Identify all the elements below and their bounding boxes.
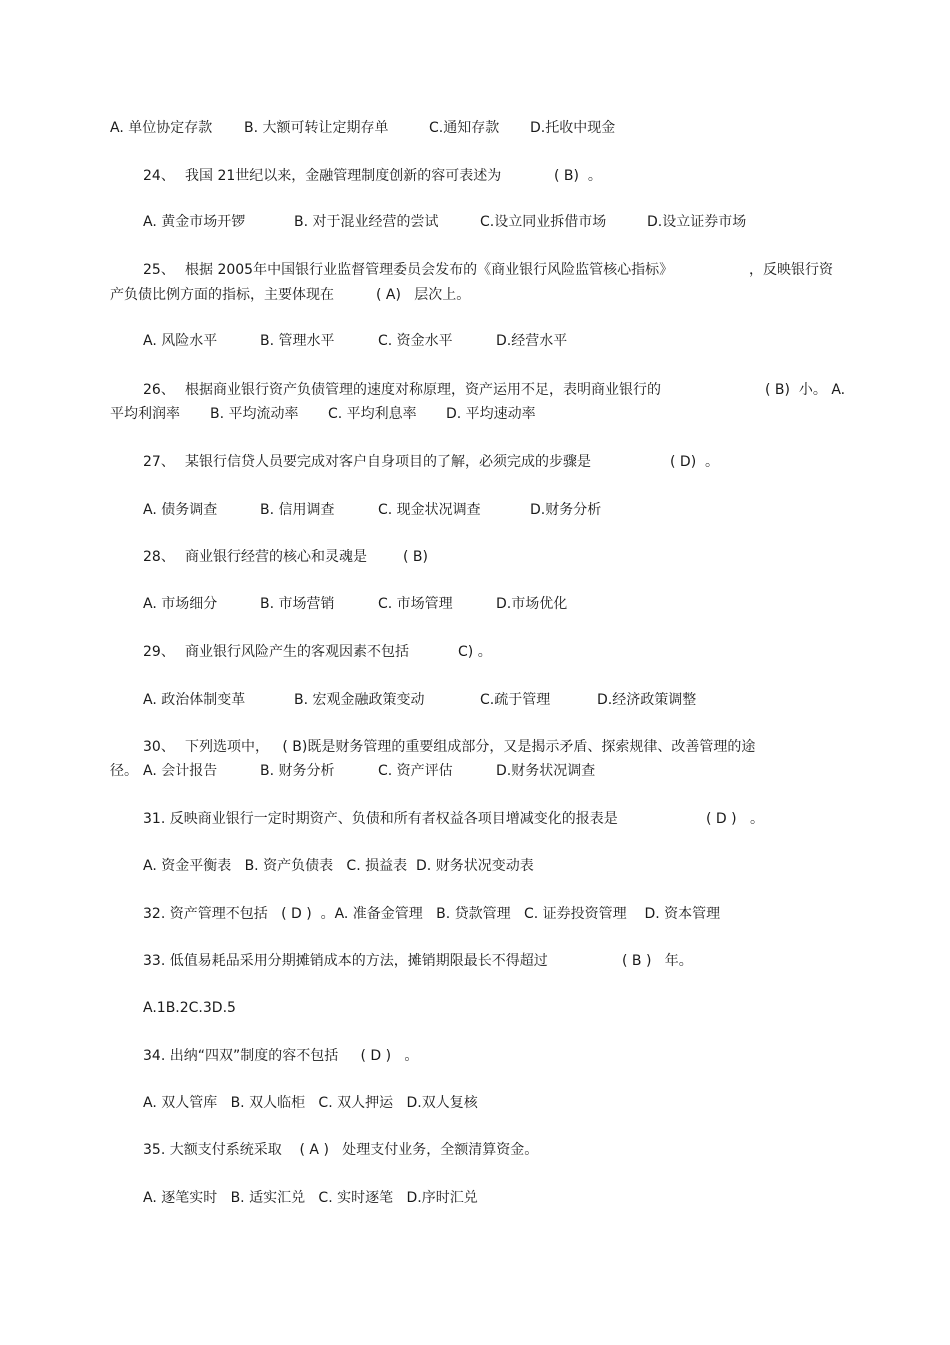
q29-option-d: D.经济政策调整 — [597, 692, 697, 708]
q29-option-a: A. 政治体制变革 — [143, 692, 246, 708]
q23-option-a: A. 单位协定存款 — [110, 120, 213, 136]
q25-number: 25、 — [143, 262, 175, 278]
q25-stem-line2: 产负债比例方面的指标，主要体现在 — [110, 287, 334, 303]
q26-option-c: C. 平均利息率 — [328, 406, 417, 422]
q29-option-b: B. 宏观金融政策变动 — [294, 692, 425, 708]
q30-option-d: D.财务状况调查 — [496, 763, 596, 779]
q26-option-a-tail: 平均利润率 — [110, 406, 180, 422]
q34-stem: 34. 出纳“四双”制度的容不包括 ( D ) 。 — [143, 1048, 419, 1064]
q33-options: A.1B.2C.3D.5 — [143, 1000, 236, 1016]
q28-stem: 商业银行经营的核心和灵魂是 — [185, 549, 367, 565]
q26-stem: 根据商业银行资产负债管理的速度对称原理，资产运用不足，表明商业银行的 — [185, 382, 661, 398]
q27-stem: 某银行信贷人员要完成对客户自身项目的了解，必须完成的步骤是 — [185, 454, 591, 470]
q30-option-c: C. 资产评估 — [378, 763, 453, 779]
q25-option-b: B. 管理水平 — [260, 333, 335, 349]
q24-option-b: B. 对于混业经营的尝试 — [294, 214, 439, 230]
q24-number: 24、 — [143, 168, 175, 184]
q27-option-a: A. 债务调查 — [143, 502, 218, 518]
q28-number: 28、 — [143, 549, 175, 565]
q24-option-a: A. 黄金市场开锣 — [143, 214, 246, 230]
q31-options: A. 资金平衡表 B. 资产负债表 C. 损益表 D. 财务状况变动表 — [143, 858, 534, 874]
q33-answer: ( B ) 年。 — [622, 953, 693, 969]
q24-stem: 我国 21世纪以来，金融管理制度创新的容可表述为 — [185, 168, 502, 184]
q30-option-a: A. 会计报告 — [143, 763, 218, 779]
q24-answer: ( B) 。 — [554, 168, 602, 184]
q29-number: 29、 — [143, 644, 175, 660]
q25-answer: ( A) 层次上。 — [376, 287, 471, 303]
q24-option-d: D.设立证券市场 — [647, 214, 747, 230]
q23-option-d: D.托收中现金 — [530, 120, 616, 136]
q29-option-c: C.疏于管理 — [480, 692, 551, 708]
q28-option-b: B. 市场营销 — [260, 596, 335, 612]
q31-stem: 31. 反映商业银行一定时期资产、负债和所有者权益各项目增减变化的报表是 — [143, 811, 618, 827]
q30-stem-line1: 下列选项中， ( B)既是财务管理的重要组成部分，又是揭示矛盾、探索规律、改善管理的途 — [185, 739, 756, 755]
q34-options: A. 双人管库 B. 双人临柜 C. 双人押运 D.双人复核 — [143, 1095, 478, 1111]
q30-number: 30、 — [143, 739, 175, 755]
q27-answer: ( D) 。 — [670, 454, 720, 470]
q26-answer: ( B) 小。 A. — [765, 382, 846, 398]
q27-option-d: D.财务分析 — [530, 502, 602, 518]
q24-option-c: C.设立同业拆借市场 — [480, 214, 607, 230]
q25-option-d: D.经营水平 — [496, 333, 568, 349]
q27-option-b: B. 信用调查 — [260, 502, 335, 518]
q25-stem-line1: 根据 2005年中国银行业监督管理委员会发布的《商业银行风险监管核心指标》 — [185, 262, 674, 278]
q23-option-c: C.通知存款 — [429, 120, 500, 136]
q28-option-c: C. 市场管理 — [378, 596, 453, 612]
q29-answer: C) 。 — [458, 644, 492, 660]
q30-stem-line2: 径。 — [110, 763, 138, 779]
q25-option-a: A. 风险水平 — [143, 333, 218, 349]
q23-option-b: B. 大额可转让定期存单 — [244, 120, 389, 136]
q25-option-c: C. 资金水平 — [378, 333, 453, 349]
q26-option-d: D. 平均速动率 — [446, 406, 536, 422]
q31-answer: ( D ) 。 — [706, 811, 764, 827]
q35-options: A. 逐笔实时 B. 适实汇兑 C. 实时逐笔 D.序时汇兑 — [143, 1190, 478, 1206]
q32-line: 32. 资产管理不包括 ( D ) 。A. 准备金管理 B. 贷款管理 C. 证券投资管理 D. 资本管理 — [143, 906, 721, 922]
q26-number: 26、 — [143, 382, 175, 398]
q33-stem: 33. 低值易耗品采用分期摊销成本的方法，摊销期限最长不得超过 — [143, 953, 548, 969]
q29-stem: 商业银行风险产生的客观因素不包括 — [185, 644, 409, 660]
q28-answer: ( B) — [403, 549, 428, 565]
q27-option-c: C. 现金状况调查 — [378, 502, 481, 518]
q28-option-a: A. 市场细分 — [143, 596, 218, 612]
q28-option-d: D.市场优化 — [496, 596, 568, 612]
q30-option-b: B. 财务分析 — [260, 763, 335, 779]
q25-stem-line1-tail: ，反映银行资 — [749, 262, 833, 278]
q35-stem: 35. 大额支付系统采取 ( A ) 处理支付业务，全额清算资金。 — [143, 1142, 539, 1158]
q26-option-b: B. 平均流动率 — [210, 406, 299, 422]
q27-number: 27、 — [143, 454, 175, 470]
